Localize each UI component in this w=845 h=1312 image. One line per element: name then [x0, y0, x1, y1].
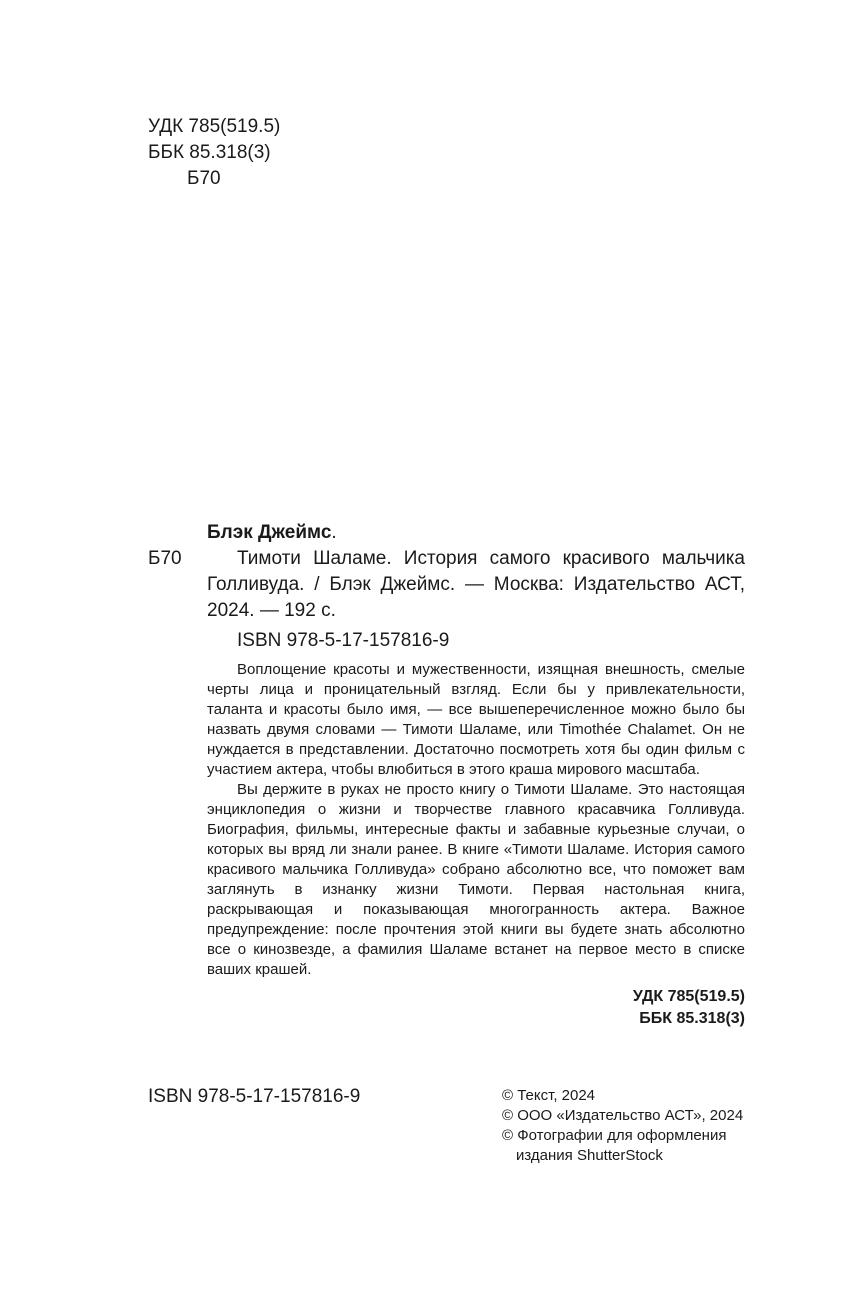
entry-udk-code: УДК 785(519.5) — [632, 988, 745, 1005]
udk-code: УДК 785(519.5) — [148, 116, 281, 137]
author-mark: Б70 — [187, 168, 221, 189]
annotation — [207, 660, 745, 980]
annotation-paragraph-2: Вы держите в руках не просто книгу о Тимоти Шаламе. Это настоящая энциклопедия о жизни и творчестве главного красавчика Голливуда. Биография, фильмы, интересные факты и забавные курьезные случаи, о которых вы вряд ли знали ранее. В книге «Тимоти Шаламе. История самого красивого мальчика Голливуда» собрано абсолютно все, что поможет вам заглянуть в изнанку жизни Тимоти. Первая настольная книга, раскрывающая и показывающая многогранность актера. Важное предупреждение: после прочтения этой книги вы будете знать абсолютно все о кинозвезде, а фамилия Шаламе встанет на первое место в списке ваших крашей. — [207, 781, 745, 978]
author-name-line — [207, 520, 745, 546]
entry-isbn: ISBN 978-5-17-157816-9 — [237, 630, 450, 651]
top-classification-codes — [148, 114, 280, 192]
footer-isbn: ISBN 978-5-17-157816-9 — [148, 1086, 361, 1107]
bbk-code: ББК 85.318(3) — [148, 142, 271, 163]
entry-bbk-code: ББК 85.318(3) — [639, 1010, 745, 1027]
entry-classification-codes — [207, 986, 745, 1030]
annotation-paragraph-1: Воплощение красоты и мужественности, изящная внешность, смелые черты лица и проницательный взгляд. Если бы у привлекательности, таланта и красоты было имя, — все вышеперечисленное можно было бы назвать двумя словами — Тимоти Шаламе, или Timothée Chalamet. Он не нуждается в представлении. Достаточно посмотреть хотя бы один фильм с участием актера, чтобы влюбиться в этого краша мирового масштаба. — [207, 661, 745, 778]
copyright-block — [502, 1086, 762, 1166]
author-period: . — [331, 522, 337, 543]
catalog-author-mark: Б70 — [148, 548, 182, 569]
copyright-text: © Текст, 2024 — [502, 1087, 596, 1104]
author-name: Блэк Джеймс — [207, 522, 332, 543]
copyright-photos-source: издания ShutterStock — [516, 1147, 663, 1164]
title-description: Тимоти Шаламе. История самого красивого мальчика Голливуда. / Блэк Джеймс. — Москва: Издательство АСТ, 2024. — 192 с. — [207, 548, 745, 621]
copyright-publisher: © ООО «Издательство АСТ», 2024 — [502, 1107, 744, 1124]
copyright-photos: © Фотографии для оформления — [502, 1127, 727, 1144]
catalog-entry — [207, 520, 745, 1030]
